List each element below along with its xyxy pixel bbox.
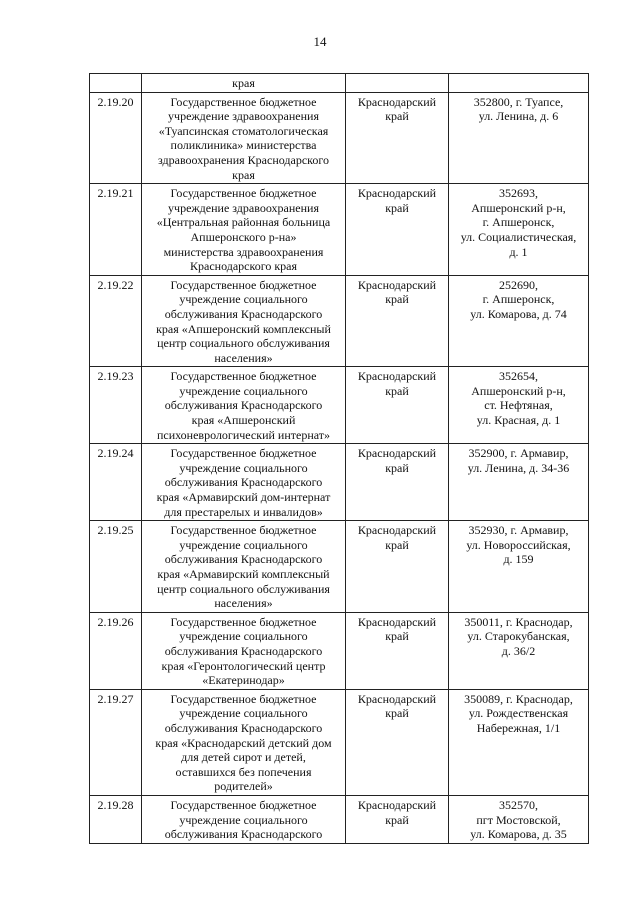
region-line: Краснодарский: [357, 186, 437, 201]
address-cell: [449, 612, 589, 689]
address-line: ул. Ленина, д. 34-36: [467, 460, 570, 475]
address-cell: [449, 444, 589, 521]
institution-name-line: учреждение социального: [179, 629, 308, 644]
institution-name-line: Апшеронского р-на»: [190, 229, 297, 244]
region-cell: [346, 184, 449, 276]
row-number-cell: 2.19.21: [90, 184, 142, 276]
institution-name-line: Государственное бюджетное: [170, 446, 317, 461]
institution-name-line: края «Апшеронский комплексный: [156, 321, 331, 336]
table-row: [90, 92, 589, 184]
institution-name-line: Государственное бюджетное: [170, 523, 317, 538]
institution-name-cell: [142, 74, 346, 93]
address-line: Набережная, 1/1: [476, 720, 561, 735]
institution-name-line: обслуживания Краснодарского: [164, 643, 323, 658]
region-cell: [346, 689, 449, 795]
address-line: д. 1: [509, 244, 528, 259]
institution-name-line: учреждение социального: [179, 460, 308, 475]
institution-name-cell: [142, 184, 346, 276]
address-line: ст. Нефтяная,: [484, 398, 553, 413]
institution-name-line: оставшихся без попечения: [175, 764, 312, 779]
institution-name-line: обслуживания Краснодарского: [164, 827, 323, 842]
institution-name-line: края «Апшеронский: [191, 413, 296, 428]
table-row: [90, 74, 589, 93]
region-cell: [346, 612, 449, 689]
address-line: Апшеронский р-н,: [471, 200, 566, 215]
row-number-cell: 2.19.27: [90, 689, 142, 795]
table-row: [90, 612, 589, 689]
institution-name-line: родителей»: [214, 779, 273, 794]
address-line: ул. Красная, д. 1: [476, 413, 561, 428]
registry-table: [89, 73, 589, 844]
region-line: край: [385, 109, 409, 124]
institution-name-line: «Центральная районная больница: [156, 215, 331, 230]
address-line: ул. Рождественская: [468, 706, 569, 721]
page-number: 14: [313, 34, 327, 49]
region-line: край: [385, 383, 409, 398]
address-line: 352930, г. Армавир,: [468, 523, 569, 538]
address-cell: [449, 275, 589, 367]
institution-name-line: края «Геронтологический центр: [161, 658, 326, 673]
institution-name-line: населения»: [214, 350, 273, 365]
registry-table-body: [90, 74, 589, 844]
table-row: [90, 521, 589, 613]
address-line: 252690,: [499, 277, 538, 292]
institution-name-line: «Туапсинская стоматологическая: [158, 123, 329, 138]
region-cell: [346, 275, 449, 367]
address-line: ул. Социалистическая,: [460, 229, 577, 244]
row-number-cell: 2.19.25: [90, 521, 142, 613]
institution-name-line: для детей сирот и детей,: [181, 750, 306, 765]
institution-name-cell: [142, 612, 346, 689]
address-line: 350011, г. Краснодар,: [464, 614, 573, 629]
region-line: край: [385, 629, 409, 644]
institution-name-line: населения»: [214, 596, 273, 611]
region-line: Краснодарский: [357, 369, 437, 384]
institution-name-line: края «Армавирский дом-интернат: [156, 490, 331, 505]
institution-name-cell: [142, 92, 346, 184]
address-line: ул. Новороссийская,: [466, 537, 571, 552]
address-line: г. Апшеронск,: [482, 292, 555, 307]
region-cell: [346, 367, 449, 444]
region-line: Краснодарский: [357, 446, 437, 461]
region-cell: [346, 74, 449, 93]
institution-name-line: учреждение здравоохранения: [168, 109, 319, 124]
address-cell: [449, 92, 589, 184]
region-line: край: [385, 200, 409, 215]
institution-name-line: центр социального обслуживания: [157, 336, 330, 351]
address-line: д. 36/2: [501, 643, 536, 658]
address-line: 352900, г. Армавир,: [468, 446, 569, 461]
address-line: 350089, г. Краснодар,: [464, 691, 573, 706]
institution-name-line: Государственное бюджетное: [170, 369, 317, 384]
institution-name-cell: [142, 367, 346, 444]
institution-name-cell: [142, 521, 346, 613]
region-cell: [346, 444, 449, 521]
region-line: Краснодарский: [357, 277, 437, 292]
row-number-cell: 2.19.24: [90, 444, 142, 521]
institution-name-line: края «Краснодарский детский дом: [155, 735, 332, 750]
institution-name-line: для престарелых и инвалидов»: [164, 504, 323, 519]
institution-name-line: учреждение здравоохранения: [168, 200, 319, 215]
table-row: [90, 275, 589, 367]
region-cell: [346, 521, 449, 613]
address-line: 352693,: [499, 186, 538, 201]
row-number-cell: 2.19.26: [90, 612, 142, 689]
address-line: ул. Старокубанская,: [467, 629, 570, 644]
institution-name-line: психоневрологический интернат»: [156, 427, 331, 442]
address-line: 352654,: [499, 369, 538, 384]
address-cell: [449, 521, 589, 613]
address-line: 352800, г. Туапсе,: [473, 94, 564, 109]
institution-name-line: учреждение социального: [179, 383, 308, 398]
institution-name-line: учреждение социального: [179, 537, 308, 552]
region-line: Краснодарский: [357, 614, 437, 629]
institution-name-line: обслуживания Краснодарского: [164, 552, 323, 567]
row-number-cell: 2.19.22: [90, 275, 142, 367]
region-line: край: [385, 537, 409, 552]
address-line: ул. Комарова, д. 74: [470, 306, 567, 321]
region-cell: [346, 92, 449, 184]
institution-name-line: учреждение социального: [179, 292, 308, 307]
institution-name-line: края: [232, 76, 255, 90]
address-cell: [449, 689, 589, 795]
table-row: [90, 367, 589, 444]
region-line: Краснодарский: [357, 523, 437, 538]
address-cell: [449, 795, 589, 843]
address-line: Апшеронский р-н,: [471, 383, 566, 398]
institution-name-line: поликлиника» министерства: [170, 138, 317, 153]
row-number-cell: 2.19.20: [90, 92, 142, 184]
address-line: ул. Комарова, д. 35: [470, 827, 567, 842]
region-line: Краснодарский: [357, 797, 437, 812]
table-row: [90, 444, 589, 521]
address-line: 352570,: [499, 797, 538, 812]
row-number-cell: 2.19.28: [90, 795, 142, 843]
region-line: край: [385, 460, 409, 475]
institution-name-line: Государственное бюджетное: [170, 94, 317, 109]
institution-name-line: «Екатеринодар»: [202, 673, 285, 688]
region-line: край: [385, 292, 409, 307]
address-cell: [449, 184, 589, 276]
address-line: д. 159: [503, 552, 534, 567]
row-number-cell: 2.19.23: [90, 367, 142, 444]
region-line: край: [385, 812, 409, 827]
institution-name-cell: [142, 689, 346, 795]
institution-name-line: министерства здравоохранения: [163, 244, 324, 259]
institution-name-line: обслуживания Краснодарского: [164, 398, 323, 413]
address-cell: [449, 74, 589, 93]
institution-name-line: обслуживания Краснодарского: [164, 720, 323, 735]
institution-name-line: учреждение социального: [179, 812, 308, 827]
address-line: г. Апшеронск,: [482, 215, 555, 230]
address-line: пгт Мостовской,: [476, 812, 561, 827]
region-cell: [346, 795, 449, 843]
region-line: Краснодарский: [357, 94, 437, 109]
institution-name-cell: [142, 444, 346, 521]
institution-name-line: обслуживания Краснодарского: [164, 306, 323, 321]
region-line: край: [385, 706, 409, 721]
institution-name-line: центр социального обслуживания: [157, 581, 330, 596]
institution-name-line: Государственное бюджетное: [170, 186, 317, 201]
institution-name-line: края «Армавирский комплексный: [157, 567, 330, 581]
institution-name-line: здравоохранения Краснодарского: [157, 152, 329, 167]
table-row: [90, 795, 589, 843]
institution-name-line: Краснодарского края: [189, 259, 297, 274]
institution-name-line: обслуживания Краснодарского: [164, 475, 323, 490]
address-line: ул. Ленина, д. 6: [478, 109, 559, 124]
table-row: [90, 689, 589, 795]
address-cell: [449, 367, 589, 444]
institution-name-line: учреждение социального: [179, 706, 308, 721]
institution-name-line: края: [232, 167, 255, 182]
institution-name-line: Государственное бюджетное: [170, 797, 317, 812]
table-row: [90, 184, 589, 276]
row-number-cell: [90, 74, 142, 93]
institution-name-line: Государственное бюджетное: [170, 614, 317, 629]
institution-name-line: Государственное бюджетное: [170, 277, 317, 292]
institution-name-cell: [142, 795, 346, 843]
region-line: Краснодарский: [357, 691, 437, 706]
institution-name-cell: [142, 275, 346, 367]
institution-name-line: Государственное бюджетное: [170, 691, 317, 706]
